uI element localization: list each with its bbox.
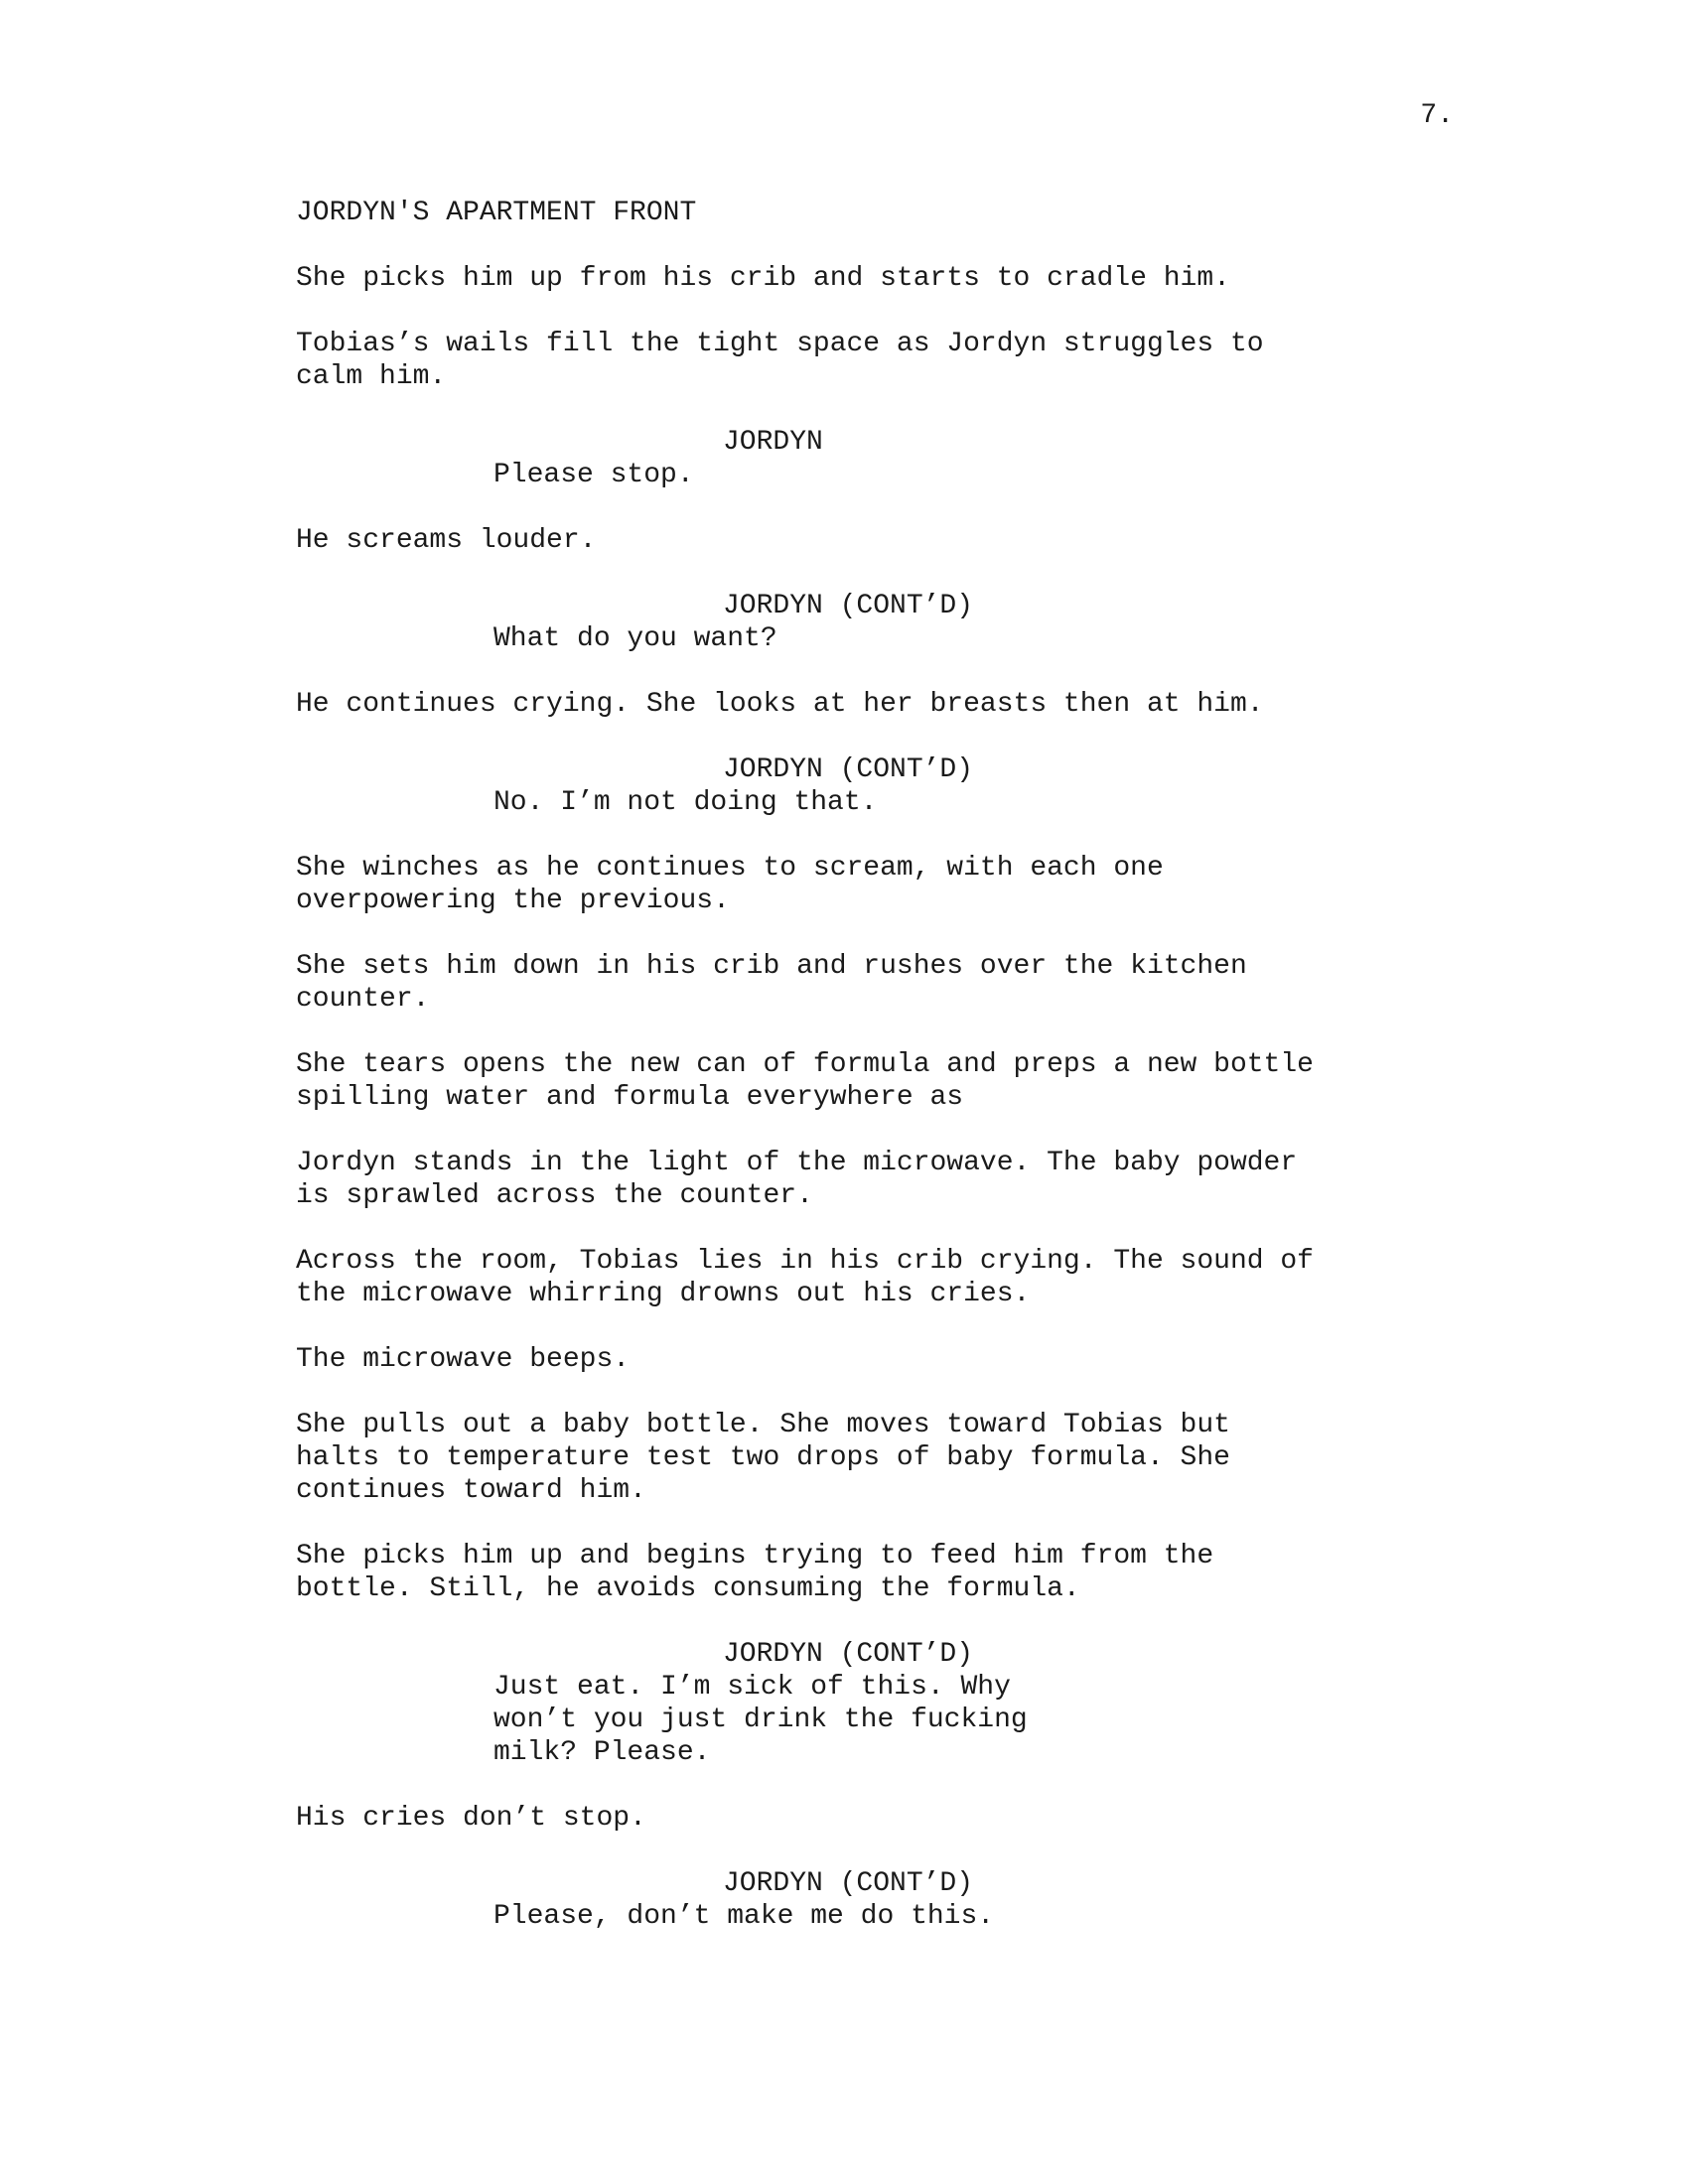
action-line: spilling water and formula everywhere as — [296, 1082, 964, 1113]
action-line: the microwave whirring drowns out his cries. — [296, 1279, 1031, 1309]
action-line: bottle. Still, he avoids consuming the formula. — [296, 1573, 1080, 1604]
dialogue-line: What do you want? — [493, 623, 777, 654]
action-line: counter. — [296, 984, 430, 1015]
scene-heading: JORDYN'S APARTMENT FRONT — [296, 198, 697, 228]
dialogue-line: Please, don’t make me do this. — [493, 1901, 995, 1932]
dialogue-line: Please stop. — [493, 460, 694, 490]
character-name: JORDYN — [723, 427, 823, 458]
action-line: He continues crying. She looks at her breasts then at him. — [296, 689, 1264, 720]
action-line: Tobias’s wails fill the tight space as Jordyn struggles to — [296, 329, 1264, 359]
character-name: JORDYN (CONT’D) — [723, 591, 974, 621]
action-line: The microwave beeps. — [296, 1344, 631, 1375]
character-name: JORDYN (CONT’D) — [723, 1868, 974, 1899]
action-line: calm him. — [296, 361, 447, 392]
character-name: JORDYN (CONT’D) — [723, 1639, 974, 1670]
action-line: She pulls out a baby bottle. She moves toward Tobias but — [296, 1410, 1230, 1440]
action-line: continues toward him. — [296, 1475, 646, 1506]
dialogue-line: No. I’m not doing that. — [493, 787, 878, 818]
action-line: She sets him down in his crib and rushes over the kitchen — [296, 951, 1247, 982]
action-line: Jordyn stands in the light of the microwave. The baby powder — [296, 1148, 1298, 1178]
character-name: JORDYN (CONT’D) — [723, 754, 974, 785]
action-line: She winches as he continues to scream, with each one — [296, 853, 1164, 884]
action-line: Across the room, Tobias lies in his crib crying. The sound of — [296, 1246, 1314, 1277]
action-line: She picks him up and begins trying to feed him from the — [296, 1541, 1214, 1571]
dialogue-line: milk? Please. — [493, 1737, 711, 1768]
dialogue-line: Just eat. I’m sick of this. Why — [493, 1672, 1011, 1703]
action-line: halts to temperature test two drops of baby formula. She — [296, 1442, 1230, 1473]
action-line: is sprawled across the counter. — [296, 1180, 813, 1211]
action-line: He screams louder. — [296, 525, 597, 556]
action-line: She tears opens the new can of formula and preps a new bottle — [296, 1049, 1314, 1080]
dialogue-line: won’t you just drink the fucking — [493, 1705, 1028, 1735]
page-number: 7. — [1420, 100, 1454, 131]
action-line: She picks him up from his crib and starts to cradle him. — [296, 263, 1230, 294]
action-line: His cries don’t stop. — [296, 1803, 646, 1834]
action-line: overpowering the previous. — [296, 886, 730, 916]
